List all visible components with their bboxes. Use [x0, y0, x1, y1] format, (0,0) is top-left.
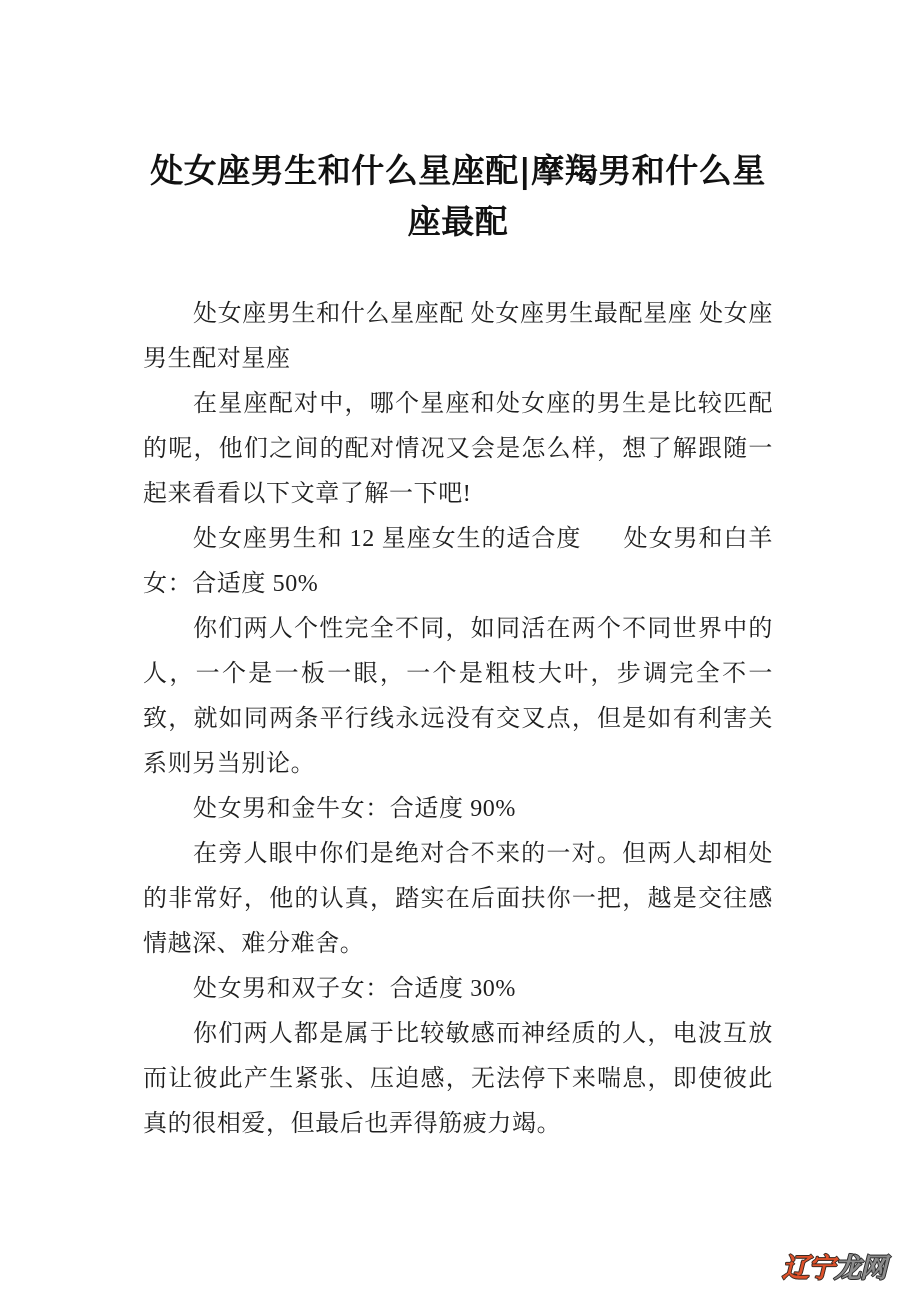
paragraph: 在旁人眼中你们是绝对合不来的一对。但两人却相处的非常好，他的认真，踏实在后面扶你一把，越是交往感情越深、难分难舍。	[143, 841, 773, 957]
paragraph: 你们两人都是属于比较敏感而神经质的人，电波互放而让彼此产生紧张、压迫感，无法停下来喘息，即使彼此真的很相爱，但最后也弄得筋疲力竭。	[143, 1021, 773, 1137]
paragraph-segment: 处女座男生和 12 星座女生的适合度	[193, 526, 582, 552]
page-title: 处女座男生和什么星座配|摩羯男和什么星座最配	[150, 151, 766, 241]
paragraph	[143, 517, 773, 607]
watermark-text-primary: 辽宁	[782, 1253, 834, 1284]
paragraph: 你们两人个性完全不同，如同活在两个不同世界中的人，一个是一板一眼，一个是粗枝大叶，步调完全不一致，就如同两条平行线永远没有交叉点，但是如有利害关系则另当别论。	[143, 616, 773, 777]
watermark-text-secondary: 龙网	[834, 1253, 886, 1284]
paragraph: 处女男和双子女：合适度 30%	[193, 976, 516, 1002]
paragraph-segment: 处女男和白羊女：合适度 50%	[143, 526, 773, 597]
document-body	[143, 292, 773, 1147]
paragraph: 处女座男生和什么星座配 处女座男生最配星座 处女座男生配对星座	[143, 301, 773, 372]
paragraph: 处女男和金牛女：合适度 90%	[193, 796, 516, 822]
paragraph: 在星座配对中，哪个星座和处女座的男生是比较匹配的呢，他们之间的配对情况又会是怎么样，想了解跟随一起来看看以下文章了解一下吧!	[143, 391, 773, 507]
site-watermark	[776, 1250, 892, 1288]
